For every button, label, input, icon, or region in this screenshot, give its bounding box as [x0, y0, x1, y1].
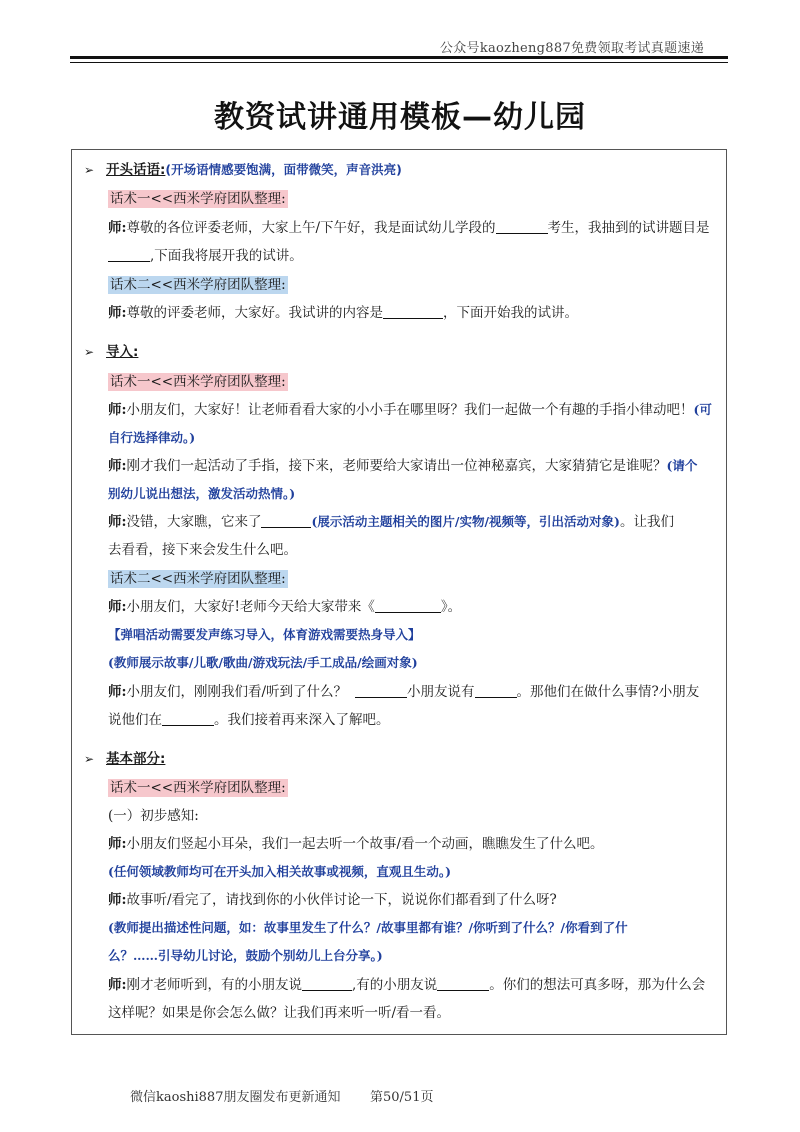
script-tag-2	[108, 276, 288, 294]
bullet-arrow-icon: ➢	[84, 345, 95, 359]
paragraph-intro-2-cont	[108, 485, 295, 503]
header-note: 公众号kaozheng887免费领取考试真题速递	[439, 41, 704, 56]
paragraph-intro-7	[108, 683, 699, 701]
script-tag-1	[108, 190, 288, 208]
page-number: 第50/51页	[370, 1090, 434, 1105]
guidance-note: 别幼儿说出想法，激发活动热情。)	[108, 486, 296, 501]
script-tag-2	[108, 570, 288, 588]
paragraph-intro-1	[108, 401, 712, 419]
section-heading: 开头话语:	[106, 162, 166, 178]
fill-blank	[108, 248, 150, 262]
paragraph-text: 刚才老师听到，有的小朋友说	[126, 977, 302, 993]
fill-blank	[496, 220, 548, 234]
step-heading	[108, 807, 199, 825]
teacher-label: 师:	[108, 892, 127, 908]
script-tag-1	[108, 373, 288, 391]
paragraph-text: 》。	[440, 599, 462, 615]
guidance-note: (教师提出描述性问题，如：故事里发生了什么？/故事里都有谁？/你听到了什么？/你看到了什	[108, 920, 628, 935]
paragraph-opening-1	[108, 219, 710, 237]
teacher-label: 师:	[108, 514, 127, 530]
fill-blank	[162, 712, 214, 726]
paragraph-text: 。让我们	[619, 514, 674, 530]
paragraph-body-5-cont	[108, 1004, 450, 1022]
script-tag-label: 话术二<<西米学府团队整理:	[110, 277, 286, 293]
fill-blank	[375, 599, 441, 613]
section-opening	[84, 161, 402, 179]
script-tag-label: 话术一<<西米学府团队整理:	[110, 374, 286, 390]
guidance-note: (任何领域教师均可在开头加入相关故事或视频，直观且生动。)	[108, 864, 452, 879]
fill-blank	[261, 514, 311, 528]
section-note: (开场语情感要饱满，面带微笑，声音洪亮)	[165, 162, 402, 177]
paragraph-intro-6	[108, 654, 418, 672]
bullet-arrow-icon: ➢	[84, 163, 95, 177]
paragraph-body-5	[108, 976, 705, 994]
paragraph-text: 小朋友们，刚刚我们看/听到了什么？	[126, 684, 348, 700]
paragraph-body-4	[108, 919, 628, 937]
paragraph-intro-2	[108, 457, 697, 475]
fill-blank	[355, 684, 407, 698]
teacher-label: 师:	[108, 305, 127, 321]
paragraph-body-4-cont	[108, 947, 383, 965]
guidance-note: 么？……引导幼儿讨论，鼓励个别幼儿上台分享。)	[108, 948, 383, 963]
step-label: (一）初步感知:	[108, 808, 199, 824]
script-tag-label: 话术一<<西米学府团队整理:	[110, 191, 286, 207]
section-body	[84, 750, 165, 768]
bullet-arrow-icon: ➢	[84, 752, 95, 766]
teacher-label: 师:	[108, 220, 127, 236]
teacher-label: 师:	[108, 402, 127, 418]
paragraph-opening-2	[108, 304, 578, 322]
paragraph-intro-4	[108, 598, 461, 616]
paragraph-body-3	[108, 891, 557, 909]
paragraph-text: 小朋友们，大家好!老师今天给大家带来《	[126, 599, 375, 615]
paragraph-text: 去看看，接下来会发生什么吧。	[108, 542, 297, 558]
paragraph-text: 尊敬的各位评委老师，大家上午/下午好，我是面试幼儿学段的	[126, 220, 496, 236]
paragraph-text: 没错，大家瞧，它来了	[126, 514, 262, 530]
paragraph-intro-5	[108, 626, 421, 644]
paragraph-text: 。你们的想法可真多呀，那为什么会	[489, 977, 706, 993]
paragraph-text: 尊敬的评委老师，大家好。我试讲的内容是	[126, 305, 383, 321]
paragraph-text: 考生，我抽到的试讲题目是	[547, 220, 710, 236]
paragraph-text: 这样呢？如果是你会怎么做？让我们再来听一听/看一看。	[108, 1005, 451, 1021]
teacher-label: 师:	[108, 684, 127, 700]
paragraph-text: 说他们在	[108, 712, 162, 728]
paragraph-intro-3	[108, 513, 674, 531]
paragraph-intro-1-cont	[108, 429, 195, 447]
paragraph-text: ，下面开始我的试讲。	[442, 305, 578, 321]
document-title: 教资试讲通用模板—幼儿园	[214, 100, 586, 135]
paragraph-text: 小朋友们，大家好！让老师看看大家的小小手在哪里呀？我们一起做一个有趣的手指小律动吧！	[126, 402, 694, 418]
header-rule-thin	[70, 62, 728, 63]
paragraph-body-1	[108, 835, 604, 853]
teacher-label: 师:	[108, 836, 127, 852]
guidance-note: 自行选择律动。)	[108, 430, 196, 445]
section-heading: 导入:	[106, 344, 139, 360]
paragraph-intro-7-cont	[108, 711, 390, 729]
paragraph-intro-3-cont	[108, 541, 297, 559]
fill-blank	[302, 977, 352, 991]
teacher-label: 师:	[108, 599, 127, 615]
section-intro	[84, 343, 138, 361]
paragraph-text: 故事听/看完了，请找到你的小伙伴讨论一下，说说你们都看到了什么呀?	[126, 892, 557, 908]
fill-blank	[437, 977, 489, 991]
paragraph-text: 。我们接着再来深入了解吧。	[214, 712, 390, 728]
fill-blank	[475, 684, 517, 698]
paragraph-opening-1-cont	[108, 247, 303, 265]
guidance-note: (可	[693, 402, 712, 417]
teacher-label: 师:	[108, 977, 127, 993]
paragraph-text: 小朋友们竖起小耳朵，我们一起去听一个故事/看一个动画，瞧瞧发生了什么吧。	[126, 836, 604, 852]
paragraph-text: 小朋友说有	[407, 684, 475, 700]
paragraph-text: ,下面我将展开我的试讲。	[150, 248, 303, 264]
section-heading: 基本部分:	[106, 751, 166, 767]
script-tag-label: 话术二<<西米学府团队整理:	[110, 571, 286, 587]
page-footer	[130, 1086, 434, 1105]
paragraph-text: 刚才我们一起活动了手指，接下来，老师要给大家请出一位神秘嘉宾，大家猜猜它是谁呢？	[126, 458, 667, 474]
guidance-note: (展示活动主题相关的图片/实物/视频等，引出活动对象)	[311, 514, 620, 529]
paragraph-body-2	[108, 863, 451, 881]
guidance-note: (教师展示故事/儿歌/歌曲/游戏玩法/手工成品/绘画对象)	[108, 655, 418, 670]
fill-blank	[383, 305, 443, 319]
guidance-note: (请个	[666, 458, 698, 473]
paragraph-text: 。那他们在做什么事情?小朋友	[516, 684, 700, 700]
guidance-note: 【弹唱活动需要发声练习导入，体育游戏需要热身导入】	[108, 627, 421, 642]
script-tag-1	[108, 779, 288, 797]
footer-wechat-note: 微信kaoshi887朋友圈发布更新通知	[130, 1090, 341, 1105]
script-tag-label: 话术一<<西米学府团队整理:	[110, 780, 286, 796]
paragraph-text: ,有的小朋友说	[351, 977, 438, 993]
teacher-label: 师:	[108, 458, 127, 474]
header-rule-thick	[70, 56, 728, 59]
